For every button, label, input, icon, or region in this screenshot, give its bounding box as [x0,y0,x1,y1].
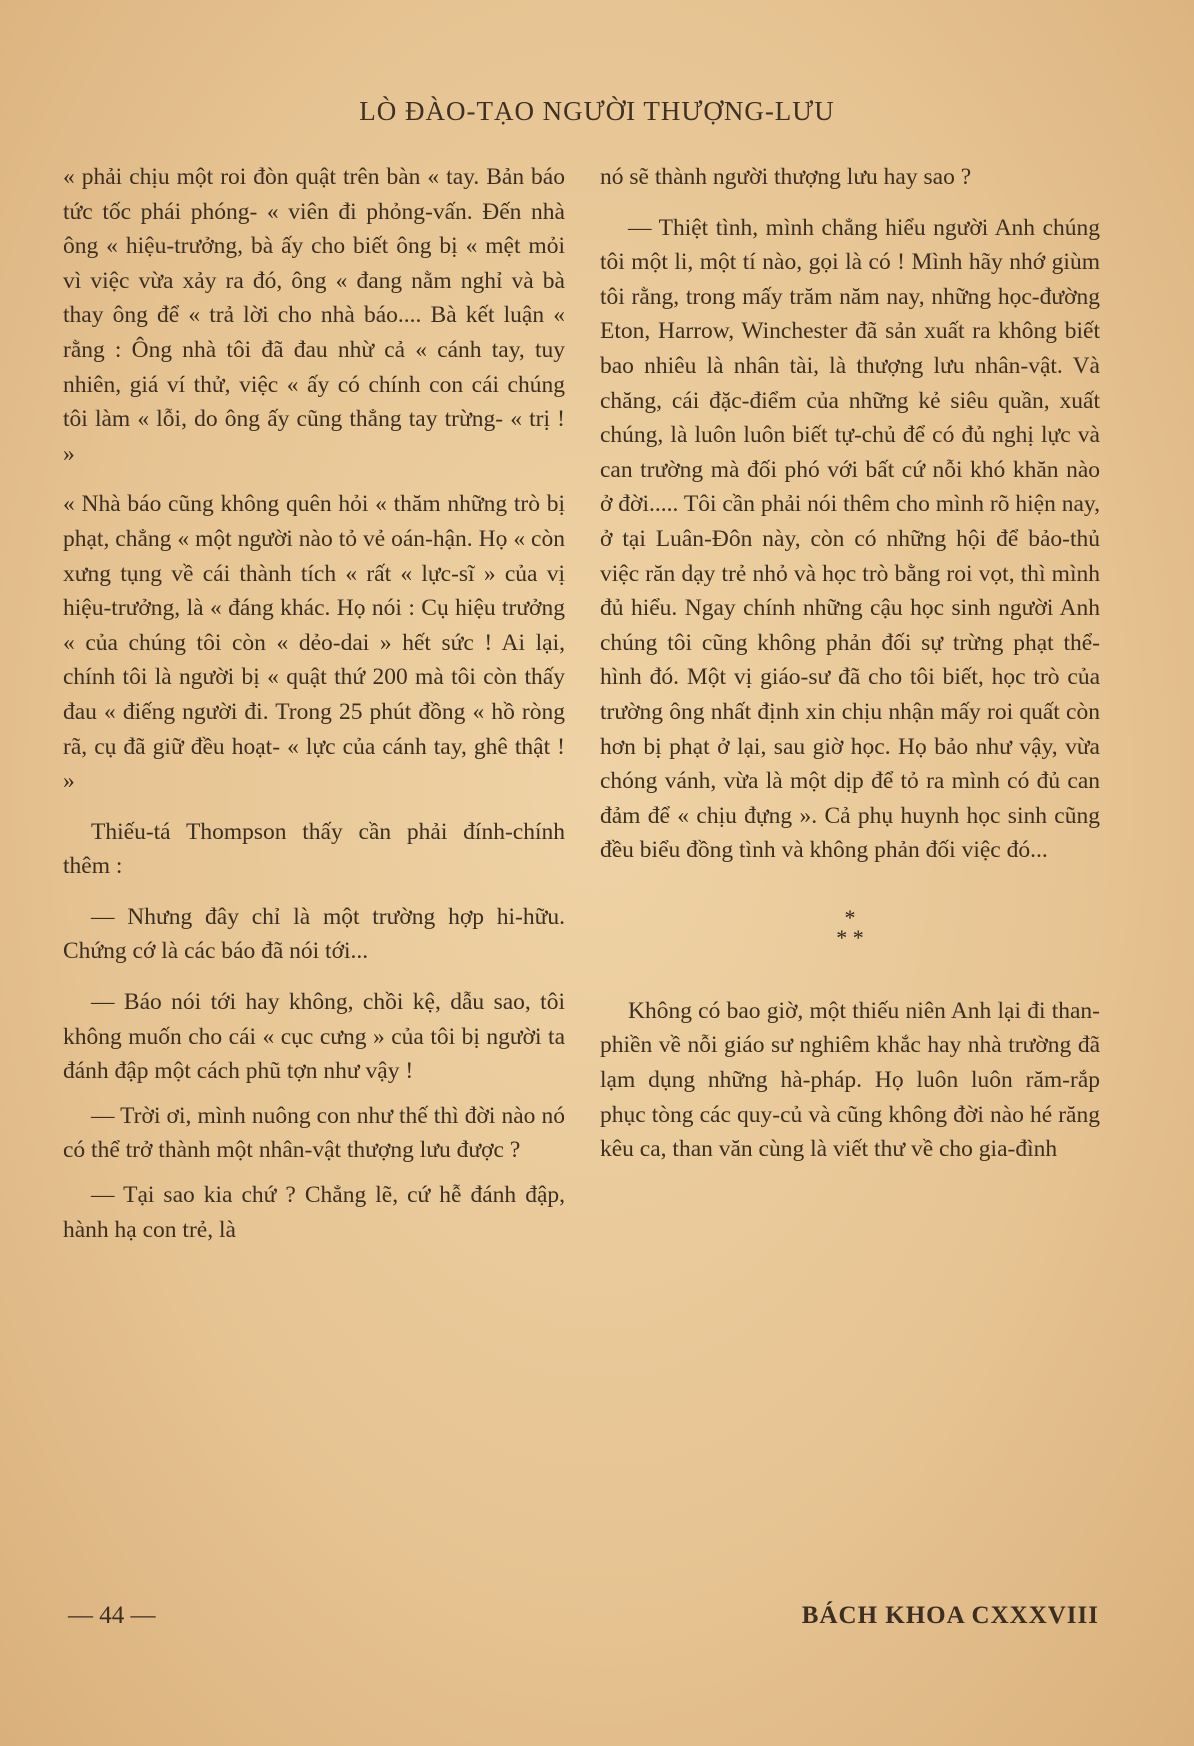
running-head: LÒ ĐÀO-TẠO NGƯỜI THƯỢNG-LƯU [359,96,835,126]
section-separator [600,904,1100,950]
paragraph: — Tại sao kia chứ ? Chẳng lẽ, cứ hễ đánh đập, hành hạ con trẻ, là [63,1182,565,1243]
paragraph: nó sẽ thành người thượng lưu hay sao ? [600,164,972,190]
paragraph: — Thiệt tình, mình chẳng hiểu người Anh chúng tôi một li, một tí nào, gọi là có ! Mình hãy nhớ giùm tôi rằng, trong mấy trăm năm nay, những học-đường Eton, Harrow, Winchester đã sản xuất ra không biết bao nhiêu là nhân tài, là thượng lưu nhân-vật. Và chăng, cái đặc-điểm của những kẻ siêu quần, xuất chúng, là luôn luôn biết tự-chủ để có đủ nghị lực và can trường mà đối phó với bất cứ nỗi khó khăn nào ở đời..... Tôi cần phải nói thêm cho mình rõ hiện nay, ở tại Luân-Đôn này, còn có những hội để bảo-thủ việc răn dạy trẻ nhỏ và học trò bằng roi vọt, thì mình đủ hiểu. Ngay chính những cậu học sinh người Anh chúng tôi cũng không phản đối sự trừng phạt thể-hình đó. Một vị giáo-sư đã cho tôi biết, học trò của trường ông nhất định xin chịu nhận mấy roi quất còn hơn bị phạt ở lại, sau giờ học. Họ bảo như vậy, vừa chóng vánh, vừa là một dịp để tỏ ra mình có đủ can đảm để « chịu đựng ». Cả phụ huynh học sinh cũng đều biểu đồng tình và không phản đối việc đó... [600,214,1100,864]
paragraph: — Báo nói tới hay không, chồi kệ, dẫu sao, tôi không muốn cho cái « cục cưng » của tôi bị người ta đánh đập một cách phũ tợn như vậy ! [63,989,565,1085]
paragraph: Thiếu-tá Thompson thấy cần phải đính-chính thêm : [63,818,565,880]
right-column [600,160,1100,1167]
page-number: — 44 — [68,1602,156,1629]
paragraph: — Nhưng đây chỉ là một trường hợp hi-hữu. Chứng cớ là các báo đã nói tới... [63,903,565,965]
separator-star: * [844,904,856,930]
separator-stars: * * [836,924,864,950]
paragraph: — Trời ơi, mình nuông con như thế thì đời nào nó có thể trở thành một nhân-vật thượng lưu được ? [63,1102,565,1164]
paragraph: Không có bao giờ, một thiếu niên Anh lại đi than-phiền về nỗi giáo sư nghiêm khắc hay nhà trường đã lạm dụng những hà-pháp. Họ luôn luôn răm-rắp phục tòng các quy-củ và cũng không đời nào hé răng kêu ca, than văn cùng là viết thư về cho gia-đình [600,997,1100,1163]
paragraph: « phải chịu một roi đòn quật trên bàn « tay. Bản báo tức tốc phái phóng- « viên đi phỏng-vấn. Đến nhà ông « hiệu-trưởng, bà ấy cho biết ông bị « mệt mỏi vì việc vừa xảy ra đó, ông « đang nằm nghỉ và bà thay ông để « trả lời cho nhà báo.... Bà kết luận « rằng : Ông nhà tôi đã đau nhừ cả « cánh tay, tuy nhiên, giá ví thử, việc « ấy có chính con cái chúng tôi làm « lỗi, do ông ấy cũng thẳng tay trừng- « trị ! » [63,164,565,467]
paragraph: « Nhà báo cũng không quên hỏi « thăm những trò bị phạt, chẳng « một người nào tỏ vẻ oán-hận. Họ « còn xưng tụng về cái thành tích « rất « lực-sĩ » của vị hiệu-trưởng, là « đáng khác. Họ nói : Cụ hiệu trưởng « của chúng tôi còn « dẻo-dai » hết sức ! Ai lại, chính tôi là người bị « quật thứ 200 mà tôi còn thấy đau « điếng người đi. Trong 25 phút đồng « hồ ròng rã, cụ đã giữ đều hoạt- « lực của cánh tay, ghê thật ! » [63,491,565,795]
left-column [63,160,565,1247]
magazine-issue: BÁCH KHOA CXXXVIII [801,1602,1099,1629]
